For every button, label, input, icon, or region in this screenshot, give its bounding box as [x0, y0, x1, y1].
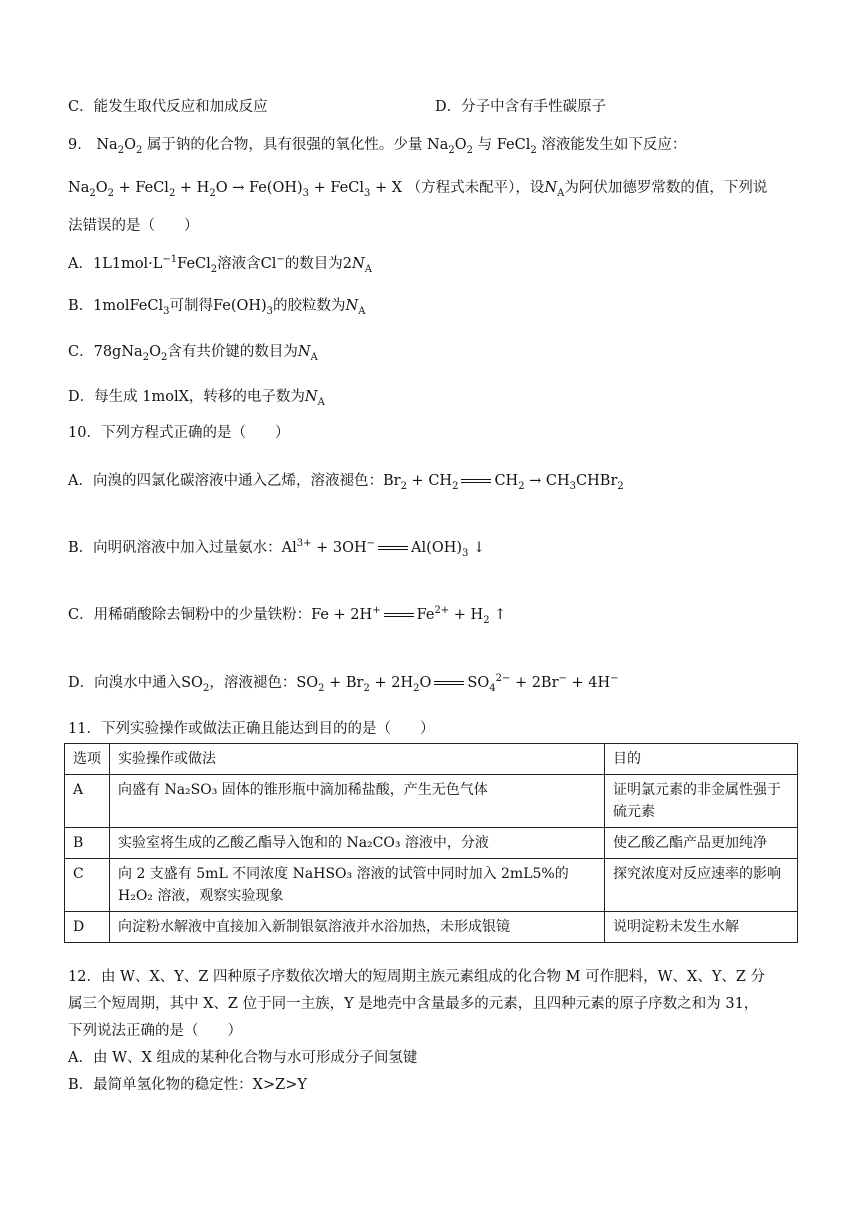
q10-option-c: C．用稀硝酸除去铜粉中的少量铁粉：Fe + 2H+ $Fe^{2+} + H_2$ ↑ — [68, 605, 507, 626]
q10-option-a: A．向溴的四氯化碳溶液中通入乙烯，溶液褪色：$Br_2 + CH_2$ $CH_2$ → $CH_3CHBr_2$ — [68, 473, 624, 492]
row-purpose: 证明氯元素的非金属性强于硫元素 — [605, 775, 798, 828]
q9-stem: 9． $Na_2O_2$ 属于钠的化合物，具有很强的氧化性。少量 $Na_2O_2$ 与 FeCl$_2$ 溶液能发生如下反应： — [68, 137, 687, 156]
q10-stem: 10．下列方程式正确的是（ ） — [68, 425, 290, 441]
table-row — [65, 912, 798, 943]
q9-option-a: A．$1L1mol\cdot L^{-1}FeCl_2$溶液含Cl−的数目为$2N_A$ — [68, 254, 372, 275]
table-row — [65, 828, 798, 859]
table-row — [65, 859, 798, 912]
q8-option-c: C．能发生取代反应和加成反应 — [68, 99, 268, 115]
q12-stem-1: 12．由 W、X、Y、Z 四种原子序数依次增大的短周期主族元素组成的化合物 M 可作肥料，W、X、Y、Z 分 — [68, 969, 766, 985]
row-purpose: 使乙酸乙酯产品更加纯净 — [605, 828, 798, 859]
q12-option-b: B．最简单氢化物的稳定性：X>Z>Y — [68, 1077, 307, 1093]
q11-stem: 11．下列实验操作或做法正确且能达到目的的是（ ） — [68, 721, 435, 737]
q11-table — [64, 743, 798, 943]
q9-option-d: D．每生成 1molX，转移的电子数为$N_A$ — [68, 389, 325, 408]
row-label: A — [65, 775, 110, 828]
row-purpose: 说明淀粉未发生水解 — [605, 912, 798, 943]
row-label: B — [65, 828, 110, 859]
row-label: D — [65, 912, 110, 943]
header-purpose: 目的 — [605, 744, 798, 775]
q9-option-c: C．$78gNa_2O_2$含有共价键的数目为$N_A$ — [68, 344, 318, 363]
header-option: 选项 — [65, 744, 110, 775]
q12-option-a: A．由 W、X 组成的某种化合物与水可形成分子间氢键 — [68, 1050, 418, 1066]
row-operation: 向淀粉水解液中直接加入新制银氨溶液并水浴加热，未形成银镜 — [110, 912, 605, 943]
row-operation: 向 2 支盛有 5mL 不同浓度 NaHSO₃ 溶液的试管中同时加入 2mL5%的 H₂O₂ 溶液，观察实验现象 — [110, 859, 605, 912]
header-operation: 实验操作或做法 — [110, 744, 605, 775]
q8-option-d: D．分子中含有手性碳原子 — [435, 99, 607, 115]
row-operation: 实验室将生成的乙酸乙酯导入饱和的 Na₂CO₃ 溶液中，分液 — [110, 828, 605, 859]
table-header-row — [65, 744, 798, 775]
row-operation: 向盛有 Na₂SO₃ 固体的锥形瓶中滴加稀盐酸，产生无色气体 — [110, 775, 605, 828]
q12-stem-2: 属三个短周期，其中 X、Z 位于同一主族，Y 是地壳中含量最多的元素，且四种元素的原子序数之和为 31， — [68, 996, 759, 1012]
table-row — [65, 775, 798, 828]
q10-option-d: D．向溴水中通入$SO_2$，溶液褪色：$SO_2 + Br_2 + 2H_2O$ $SO_4^{2-} + 2Br^- + 4H^-$ — [68, 673, 619, 694]
q9-stem-end: 法错误的是（ ） — [68, 218, 199, 234]
row-purpose: 探究浓度对反应速率的影响 — [605, 859, 798, 912]
q9-option-b: B．1molFeCl$_3$可制得$Fe(OH)_3$的胶粒数为$N_A$ — [68, 298, 366, 317]
q10-option-b: B．向明矾溶液中加入过量氨水：$Al^{3+} + 3OH^-$ $Al(OH)_3$ ↓ — [68, 538, 486, 559]
q12-stem-3: 下列说法正确的是（ ） — [68, 1023, 242, 1039]
q9-equation: $Na_2O_2$ + FeCl$_2$ + $H_2O \to Fe(OH)_3$ + FeCl$_3$ + X （方程式未配平），设$N_A$为阿伏加德罗常数的值，下列说 — [68, 180, 768, 199]
row-label: C — [65, 859, 110, 912]
